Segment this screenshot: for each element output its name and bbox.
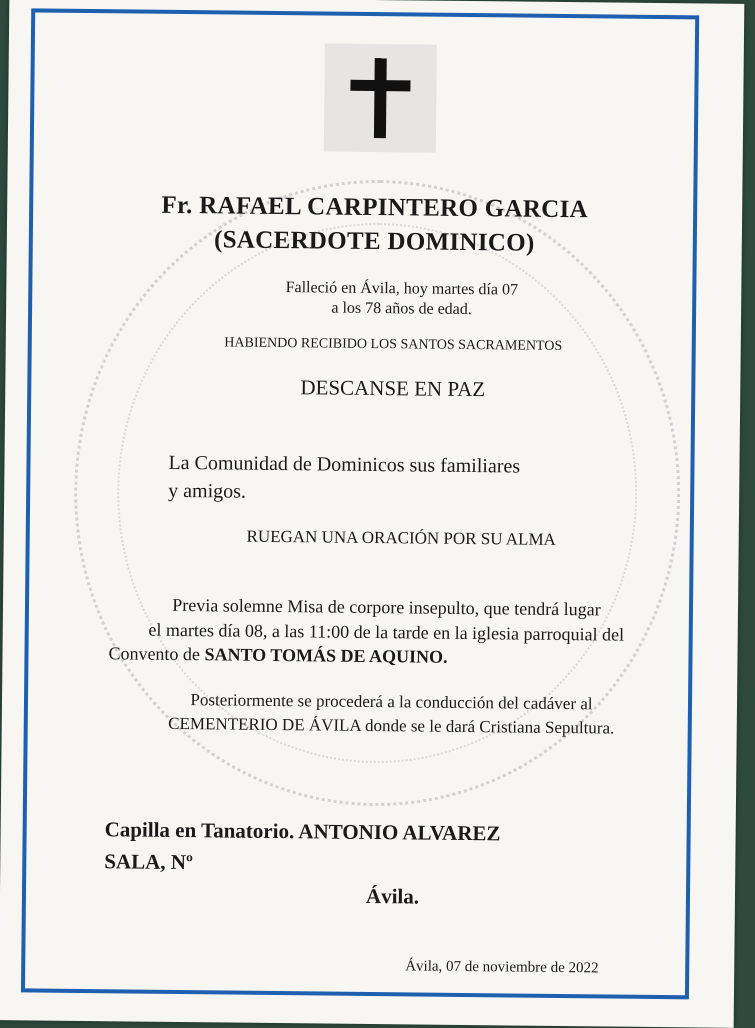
document-date: Ávila, 07 de noviembre de 2022 bbox=[405, 958, 599, 977]
mass-line-2: el martes día 08, a las 11:00 de la tarde en la iglesia parroquial del bbox=[148, 619, 625, 645]
chapel-line-2: SALA, Nº bbox=[104, 849, 194, 875]
rest-in-peace: DESCANSE EN PAZ bbox=[300, 375, 486, 402]
mass-line-3 bbox=[108, 643, 447, 668]
death-line-1: Falleció en Ávila, hoy martes día 07 bbox=[285, 279, 519, 299]
burial-line-1: Posteriormente se procederá a la conducción del cadáver al bbox=[190, 690, 593, 714]
convent-name: SANTO TOMÁS DE AQUINO. bbox=[204, 644, 448, 667]
deceased-name: Fr. RAFAEL CARPINTERO GARCIA bbox=[161, 191, 589, 224]
chapel-line-1: Capilla en Tanatorio. ANTONIO ALVAREZ bbox=[104, 817, 501, 846]
mass-line-3-prefix: Convento de bbox=[108, 643, 205, 665]
burial-line-2: CEMENTERIO DE ÁVILA donde se le dará Cristiana Sepultura. bbox=[168, 713, 615, 738]
deceased-title: (SACERDOTE DOMINICO) bbox=[213, 226, 535, 257]
cross-box bbox=[324, 43, 437, 152]
prayer-line: RUEGAN UNA ORACIÓN POR SU ALMA bbox=[246, 526, 556, 549]
latin-cross-icon bbox=[324, 43, 437, 152]
death-line-2: a los 78 años de edad. bbox=[331, 299, 472, 319]
mass-line-1: Previa solemne Misa de corpore insepulto, que tendrá lugar bbox=[172, 594, 601, 620]
family-line-2: y amigos. bbox=[168, 479, 247, 503]
family-line-1: La Comunidad de Dominicos sus familiares bbox=[168, 451, 521, 478]
sacraments-line: HABIENDO RECIBIDO LOS SANTOS SACRAMENTOS bbox=[224, 335, 563, 354]
chapel-city: Ávila. bbox=[365, 883, 420, 909]
